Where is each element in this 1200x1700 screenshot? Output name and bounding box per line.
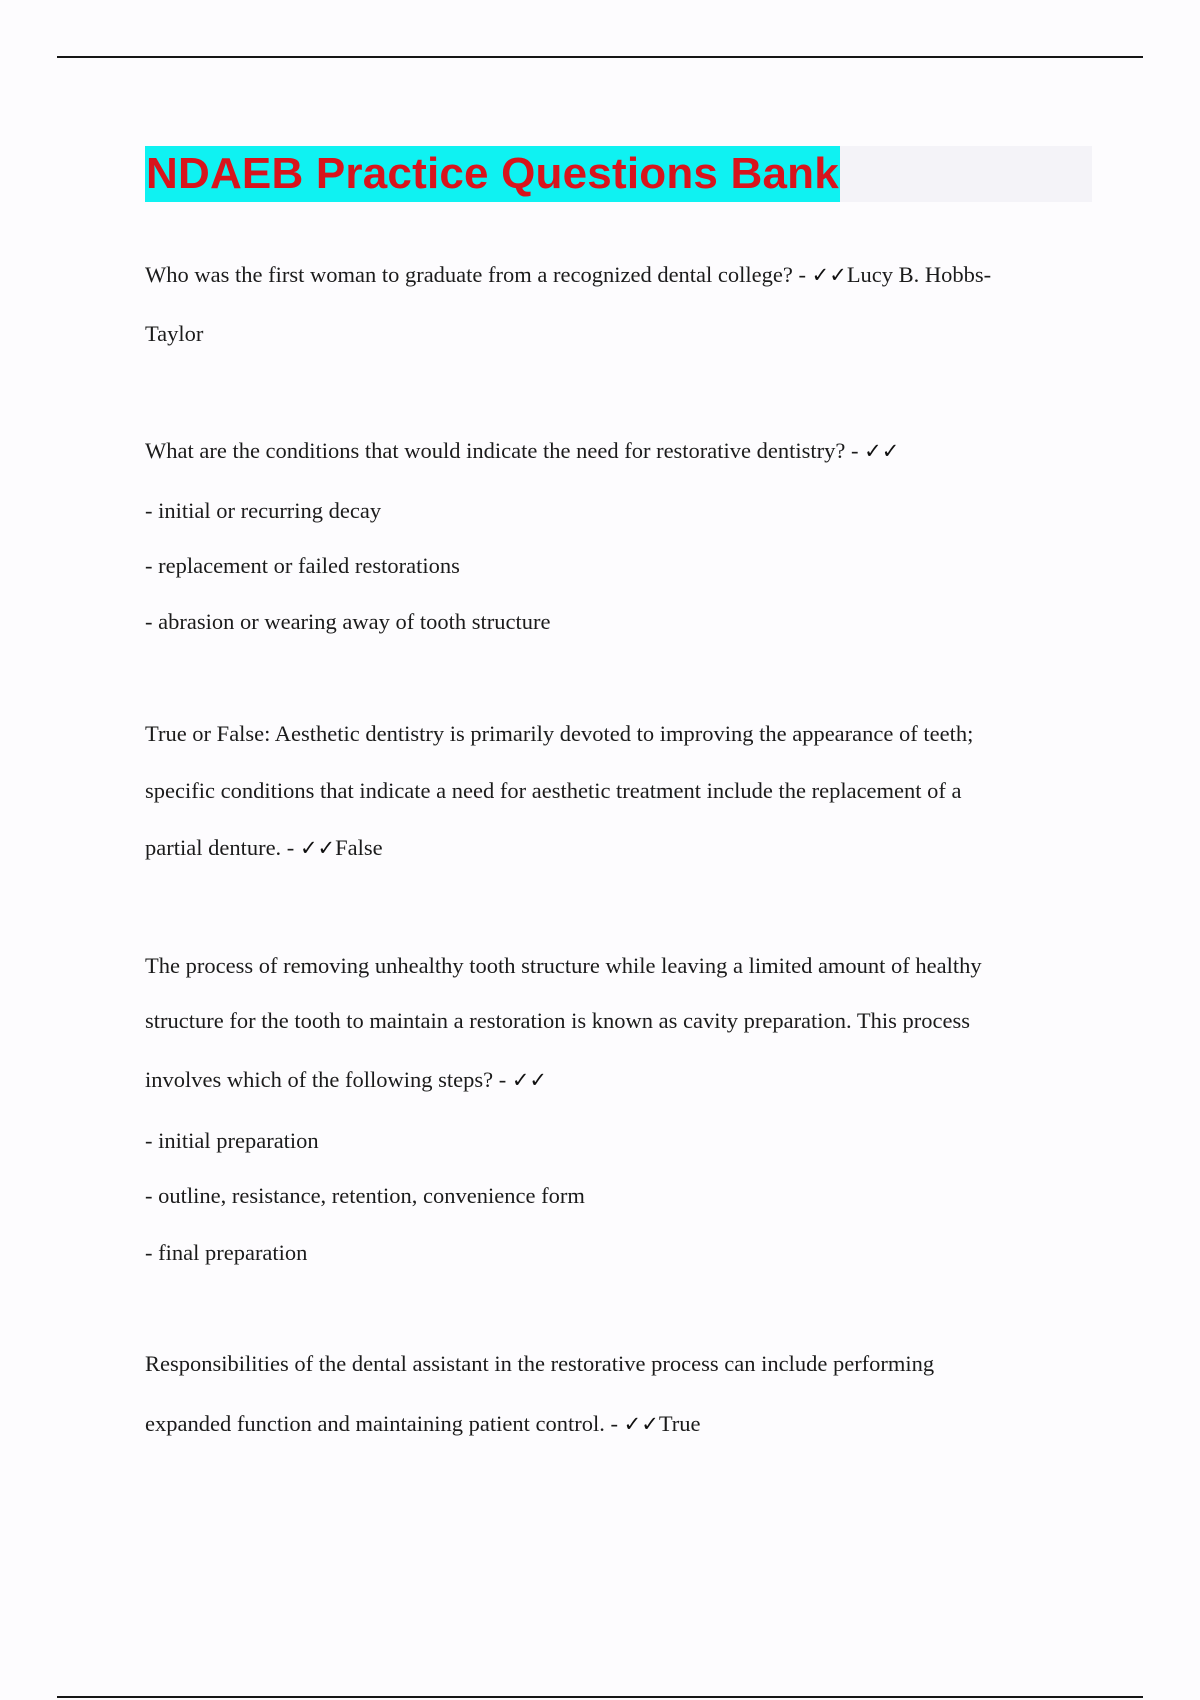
question-5-line-1: Responsibilities of the dental assistant in the restorative process can include performing bbox=[145, 1351, 935, 1376]
double-check-icon: ✓✓ bbox=[864, 439, 900, 463]
question-1-line-2: Taylor bbox=[145, 321, 204, 346]
title-banner bbox=[145, 146, 1092, 202]
question-4-line-1: The process of removing unhealthy tooth structure while leaving a limited amount of healthy bbox=[145, 953, 982, 978]
question-2-text: What are the conditions that would indicate the need for restorative dentistry? - bbox=[145, 438, 865, 463]
question-4-answer-1: - initial preparation bbox=[145, 1128, 319, 1153]
question-5-answer: True bbox=[658, 1411, 701, 1436]
question-3-line-2: specific conditions that indicate a need for aesthetic treatment include the replacement of a bbox=[145, 778, 962, 803]
question-4-answer-3: - final preparation bbox=[145, 1240, 308, 1265]
question-5-text: expanded function and maintaining patient control. - bbox=[145, 1411, 624, 1436]
bottom-rule bbox=[57, 1696, 1143, 1698]
question-3-line-1: True or False: Aesthetic dentistry is primarily devoted to improving the appearance of teeth; bbox=[145, 721, 974, 746]
question-4-text: involves which of the following steps? - bbox=[145, 1067, 512, 1092]
page-title: NDAEB Practice Questions Bank bbox=[145, 146, 840, 202]
question-1-text: Who was the first woman to graduate from a recognized dental college? - bbox=[145, 262, 812, 287]
question-1-line-1 bbox=[145, 260, 991, 290]
question-2-line-1 bbox=[145, 436, 899, 466]
question-2-answer-1: - initial or recurring decay bbox=[145, 498, 382, 523]
double-check-icon: ✓✓ bbox=[623, 1412, 659, 1436]
question-3-answer: False bbox=[335, 835, 383, 860]
question-2-answer-2: - replacement or failed restorations bbox=[145, 553, 460, 578]
top-rule bbox=[57, 56, 1143, 58]
question-3-text: partial denture. - bbox=[145, 835, 300, 860]
question-4-answer-2: - outline, resistance, retention, convenience form bbox=[145, 1183, 585, 1208]
double-check-icon: ✓✓ bbox=[511, 1068, 548, 1092]
double-check-icon: ✓✓ bbox=[811, 263, 847, 287]
question-4-line-3 bbox=[145, 1065, 547, 1095]
question-2-answer-3: - abrasion or wearing away of tooth structure bbox=[145, 609, 551, 634]
question-4-line-2: structure for the tooth to maintain a restoration is known as cavity preparation. This process bbox=[145, 1008, 970, 1033]
question-1-answer: Lucy B. Hobbs- bbox=[846, 262, 992, 287]
question-5-line-2 bbox=[145, 1409, 701, 1439]
question-3-line-3 bbox=[145, 833, 383, 863]
double-check-icon: ✓✓ bbox=[299, 836, 336, 860]
